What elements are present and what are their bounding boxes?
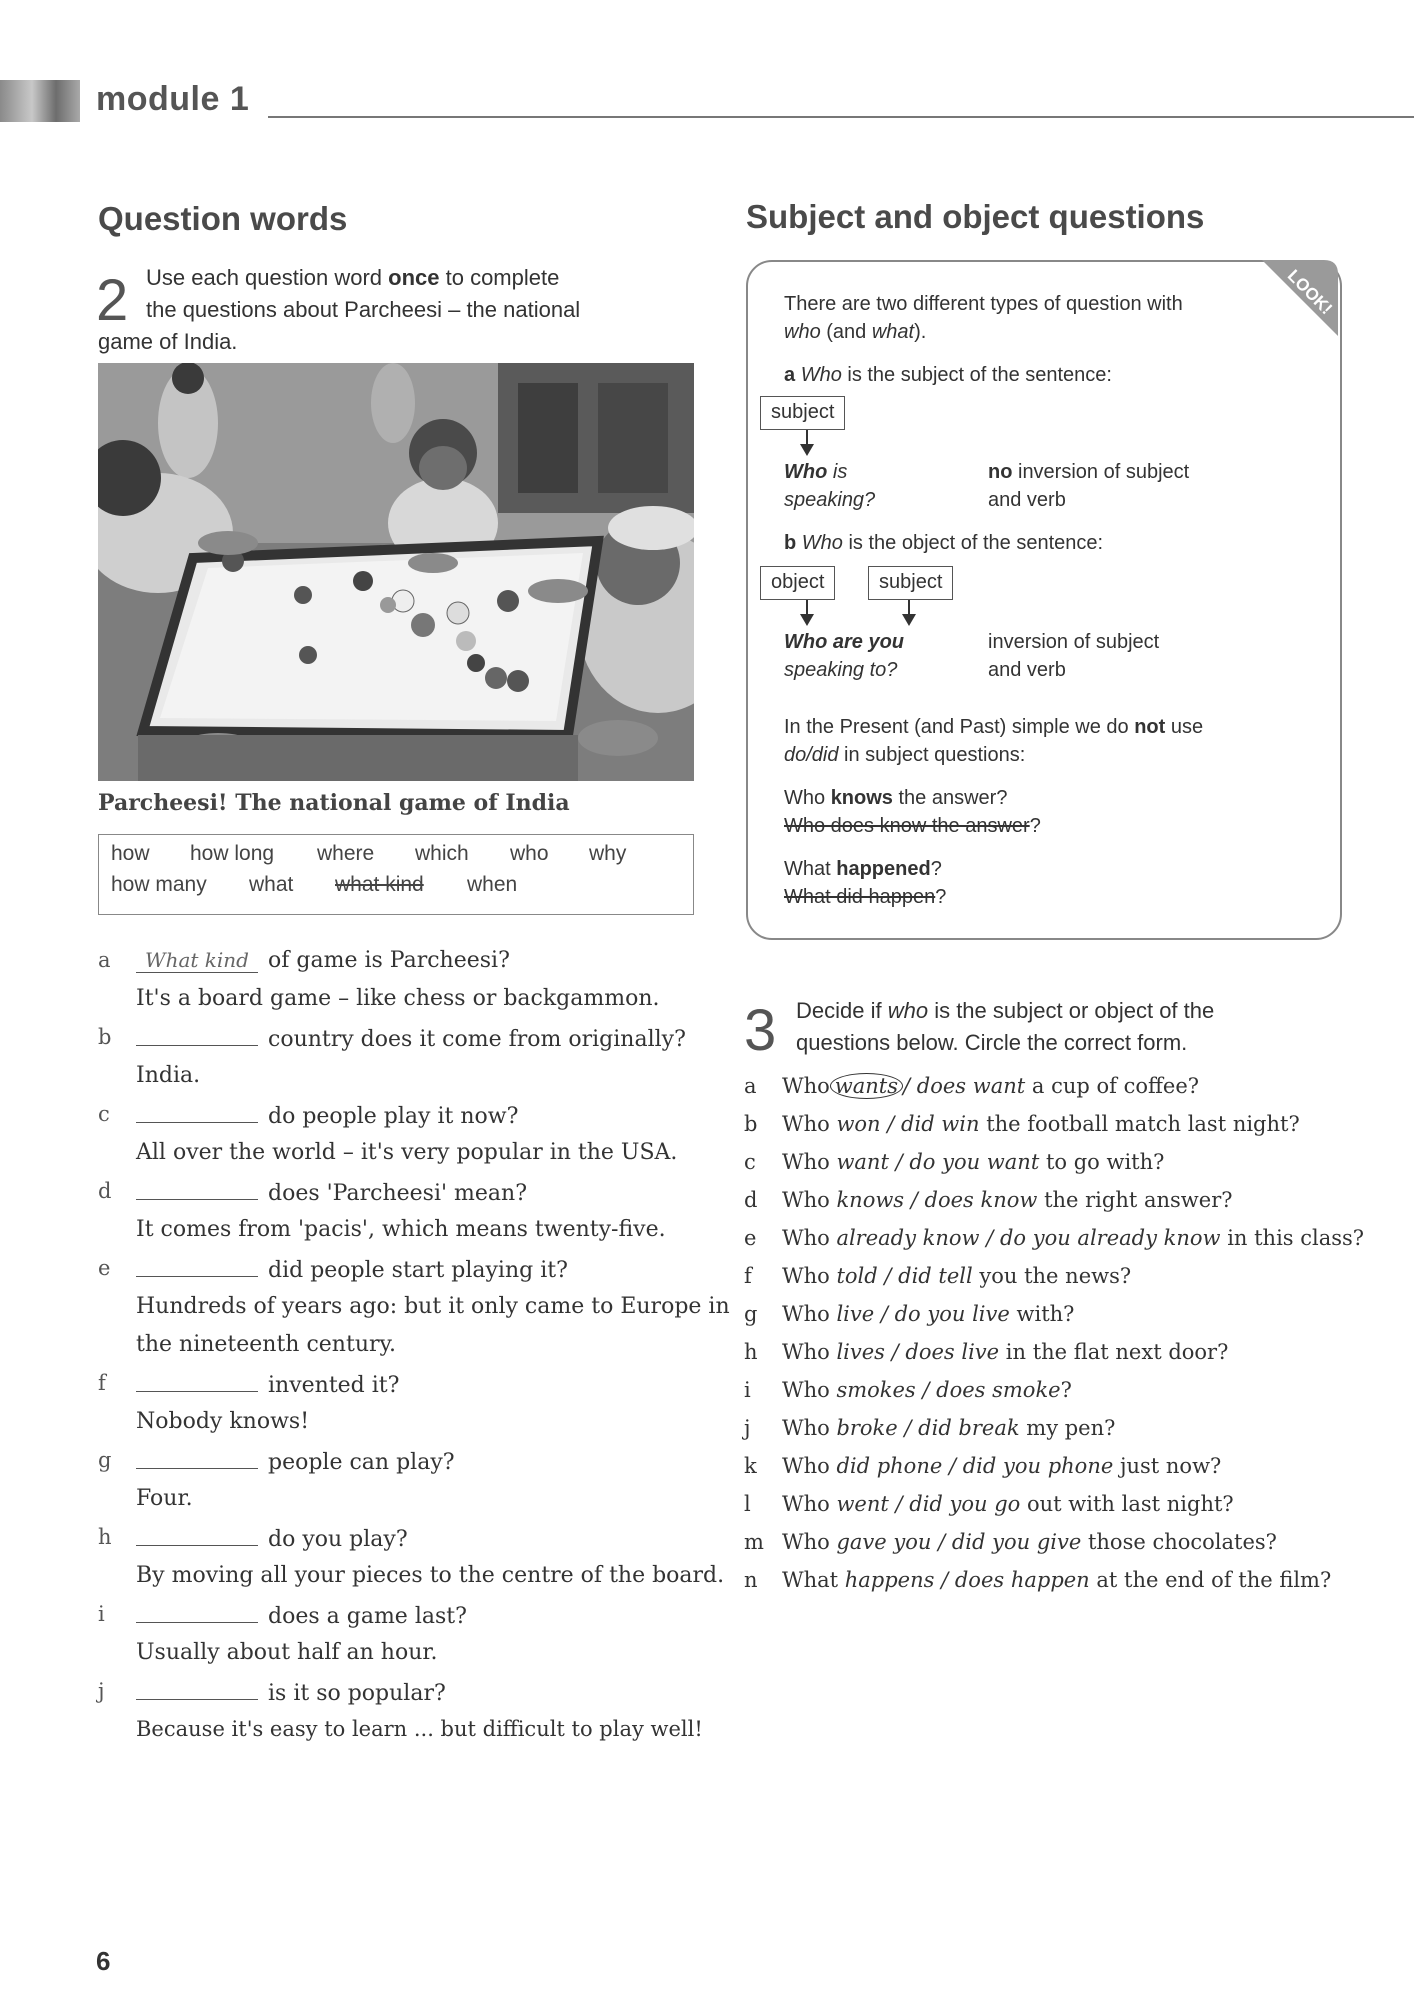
item-letter: e	[744, 1226, 757, 1250]
reply-f: Nobody knows!	[136, 1409, 310, 1434]
module-title: module 1	[96, 80, 250, 118]
word-how-many: how many	[111, 873, 207, 896]
note-b-line1: inversion of subject	[988, 631, 1160, 653]
item-e[interactable]: Who already know / do you already know in this class?	[782, 1226, 1365, 1250]
photo-caption: Parcheesi! The national game of India	[98, 790, 570, 816]
reply-g: Four.	[136, 1486, 193, 1511]
question-word-box	[98, 834, 694, 915]
reply-e-line2: the nineteenth century.	[136, 1332, 397, 1357]
item-letter: h	[744, 1340, 758, 1364]
answer-blank[interactable]	[136, 1179, 258, 1200]
exercise-2-instruction-line2: the questions about Parcheesi – the national	[146, 297, 581, 322]
answer-blank[interactable]	[136, 1448, 258, 1469]
word-why: why	[589, 842, 627, 865]
page-number: 6	[96, 1946, 111, 1976]
item-g[interactable]: Who live / do you live with?	[782, 1302, 1075, 1326]
question-a: What kind of game is Parcheesi?	[136, 948, 510, 973]
question-d: does 'Parcheesi' mean?	[136, 1179, 527, 1206]
question-letter: b	[98, 1025, 112, 1049]
question-b: country does it come from originally?	[136, 1025, 686, 1052]
item-h[interactable]: Who lives / does live in the flat next door?	[782, 1340, 1229, 1364]
answer-blank[interactable]	[136, 1602, 258, 1623]
note-b-line2: and verb	[988, 659, 1066, 681]
question-j: is it so popular?	[136, 1679, 446, 1706]
item-letter: c	[744, 1150, 756, 1174]
item-k[interactable]: Who did phone / did you phone just now?	[782, 1454, 1222, 1478]
answer-blank[interactable]	[136, 1102, 258, 1123]
question-letter: a	[98, 948, 111, 972]
exercise-number-2: 2	[96, 268, 129, 333]
item-letter: g	[744, 1302, 758, 1326]
item-l[interactable]: Who went / did you go out with last night?	[782, 1492, 1234, 1516]
answer-blank[interactable]	[136, 1025, 258, 1046]
question-letter: h	[98, 1525, 112, 1549]
question-letter: j	[98, 1679, 105, 1703]
word-which: which	[415, 842, 469, 865]
arrow-down-icon	[806, 430, 808, 454]
item-letter: l	[744, 1492, 751, 1516]
answer-blank[interactable]	[136, 1679, 258, 1700]
question-letter: g	[98, 1448, 112, 1472]
parcheesi-photo	[98, 363, 694, 781]
object-tag: object	[760, 566, 835, 600]
example-b-line1: Who are you	[784, 631, 905, 653]
reply-a: It's a board game – like chess or backgammon.	[136, 986, 660, 1011]
example-a-line1: Who is	[784, 461, 848, 483]
question-h: do you play?	[136, 1525, 408, 1552]
item-letter: a	[744, 1074, 757, 1098]
look-label: LOOK!	[1283, 266, 1336, 319]
note-a-line2: and verb	[988, 489, 1066, 511]
question-letter: i	[98, 1602, 105, 1626]
section-title-subject-object: Subject and object questions	[746, 198, 1205, 235]
wrong-example-1: Who does know the answer?	[784, 815, 1041, 837]
example-b-line2: speaking to?	[784, 659, 898, 681]
subject-tag-b: subject	[868, 566, 953, 600]
item-letter: k	[744, 1454, 757, 1478]
reply-b: India.	[136, 1063, 201, 1088]
exercise-2-instruction-line1: Use each question word once to complete	[146, 265, 560, 290]
item-letter: f	[744, 1264, 752, 1288]
item-letter: i	[744, 1378, 751, 1402]
reply-h: By moving all your pieces to the centre of the board.	[136, 1563, 725, 1588]
item-f[interactable]: Who told / did tell you the news?	[782, 1264, 1132, 1288]
word-how-long: how long	[190, 842, 275, 865]
item-letter: d	[744, 1188, 758, 1212]
look-intro-line2: who (and what).	[784, 321, 927, 343]
wrong-example-2: What did happen?	[784, 886, 947, 908]
item-a[interactable]: Who wants / does want a cup of coffee?	[782, 1074, 1200, 1098]
parcheesi-photo-drawing	[98, 363, 694, 781]
item-m[interactable]: Who gave you / did you give those chocolates?	[782, 1530, 1277, 1554]
subject-tag: subject	[760, 396, 845, 430]
look-point-a: a Who is the subject of the sentence:	[784, 364, 1112, 386]
reply-c: All over the world – it's very popular in the USA.	[136, 1140, 678, 1165]
look-tab-icon	[1262, 256, 1342, 336]
exercise-3-instruction-line2: questions below. Circle the correct form.	[796, 1030, 1188, 1055]
word-what: what	[249, 873, 294, 896]
circled-answer[interactable]: wants	[830, 1073, 903, 1099]
reply-d: It comes from 'pacis', which means twenty-five.	[136, 1217, 666, 1242]
item-i[interactable]: Who smokes / does smoke?	[782, 1378, 1072, 1402]
header-rule	[268, 116, 1414, 118]
question-g: people can play?	[136, 1448, 455, 1475]
word-who: who	[510, 842, 549, 865]
question-letter: c	[98, 1102, 110, 1126]
word-when: when	[467, 873, 518, 896]
look-intro-line1: There are two different types of question with	[784, 293, 1183, 315]
item-letter: j	[744, 1416, 751, 1440]
question-c: do people play it now?	[136, 1102, 518, 1129]
word-how: how	[111, 842, 150, 865]
item-c[interactable]: Who want / do you want to go with?	[782, 1150, 1165, 1174]
answer-blank[interactable]	[136, 1525, 258, 1546]
look-corner-tab	[1262, 256, 1342, 336]
present-rule-line1: In the Present (and Past) simple we do not use	[784, 716, 1204, 738]
example-a-line2: speaking?	[784, 489, 876, 511]
reply-e: Hundreds of years ago: but it only came to Europe in	[136, 1294, 730, 1319]
item-letter: b	[744, 1112, 758, 1136]
answer-filled: What kind	[136, 948, 258, 973]
reply-i: Usually about half an hour.	[136, 1640, 438, 1665]
item-n[interactable]: What happens / does happen at the end of the film?	[782, 1568, 1332, 1592]
module-header-graphic	[0, 80, 80, 122]
item-b[interactable]: Who won / did win the football match last night?	[782, 1112, 1300, 1136]
item-d[interactable]: Who knows / does know the right answer?	[782, 1188, 1233, 1212]
correct-example-1: Who knows the answer?	[784, 787, 1008, 809]
question-letter: e	[98, 1256, 111, 1280]
arrow-down-icon	[806, 600, 808, 624]
note-a-line1: no inversion of subject	[988, 461, 1190, 483]
arrow-down-icon	[908, 600, 910, 624]
question-letter: f	[98, 1371, 106, 1395]
word-what-kind: what kind	[335, 873, 424, 896]
item-j[interactable]: Who broke / did break my pen?	[782, 1416, 1116, 1440]
look-point-b: b Who is the object of the sentence:	[784, 532, 1104, 554]
present-rule-line2: do/did in subject questions:	[784, 744, 1026, 766]
answer-blank[interactable]	[136, 1371, 258, 1392]
item-letter: m	[744, 1530, 764, 1554]
question-e: did people start playing it?	[136, 1256, 568, 1283]
correct-example-2: What happened?	[784, 858, 942, 880]
exercise-2-instruction-line3: game of India.	[98, 329, 238, 354]
answer-blank[interactable]	[136, 1256, 258, 1277]
item-letter: n	[744, 1568, 758, 1592]
exercise-number-3: 3	[744, 998, 777, 1063]
question-i: does a game last?	[136, 1602, 467, 1629]
word-where: where	[317, 842, 375, 865]
section-title-question-words: Question words	[98, 200, 348, 237]
question-f: invented it?	[136, 1371, 399, 1398]
exercise-3-instruction-line1: Decide if who is the subject or object of the	[796, 998, 1215, 1023]
question-letter: d	[98, 1179, 112, 1203]
reply-j: Because it's easy to learn ... but difficult to play well!	[136, 1717, 703, 1741]
